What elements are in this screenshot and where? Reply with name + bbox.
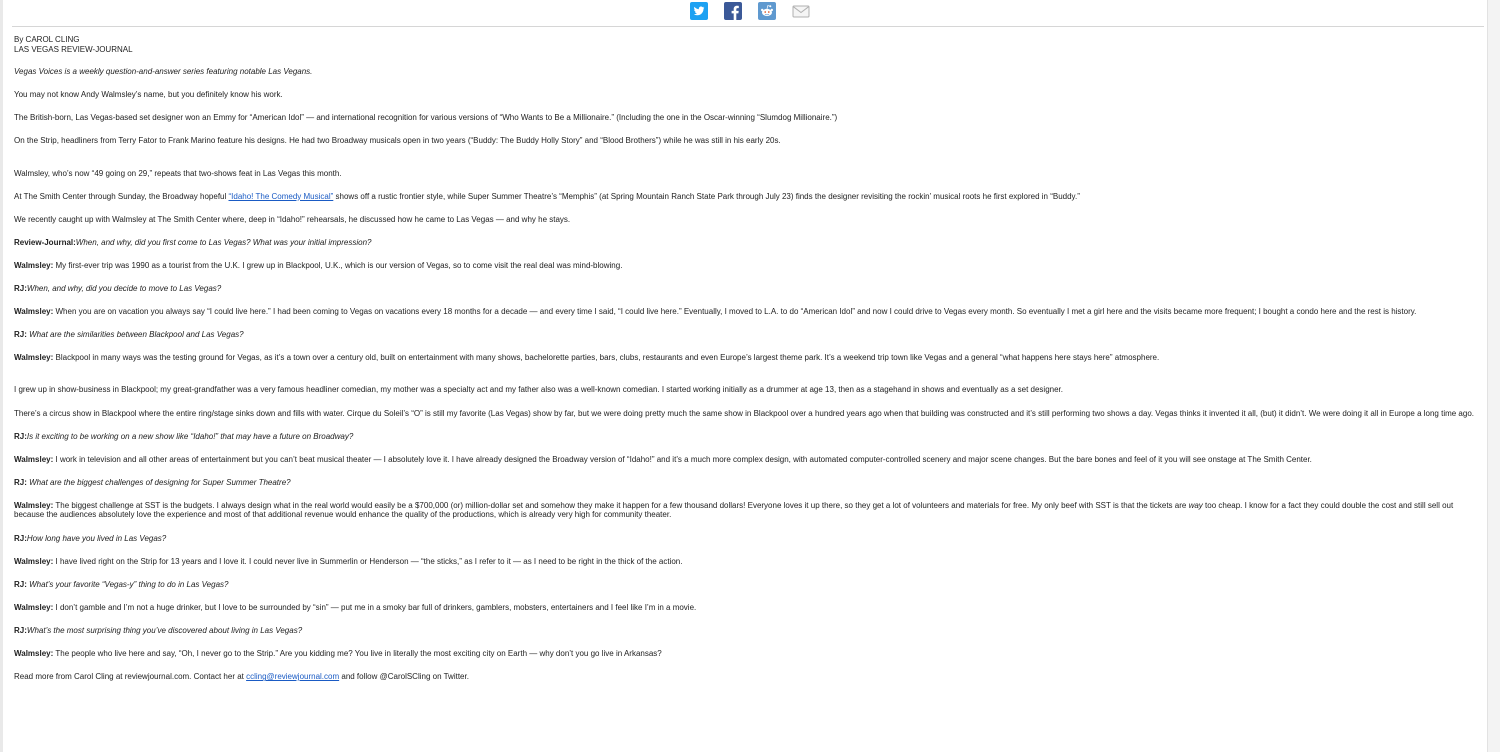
- intro-paragraph: [14, 67, 1480, 77]
- spacer: [14, 160, 1480, 169]
- paragraph: The British-born, Las Vegas-based set designer won an Emmy for “American Idol” — and international recognition for various versions of “Who Wants to Be a Millionaire.” (Including the one in the Oscar-winning “Slumdog Millionaire.”): [14, 113, 838, 123]
- answer: [14, 261, 1480, 271]
- speaker-label: Walmsley:: [14, 454, 54, 464]
- byline-outlet: LAS VEGAS REVIEW-JOURNAL: [14, 44, 133, 54]
- footer-paragraph: [14, 672, 1480, 682]
- question: [14, 626, 1480, 636]
- speaker-label: RJ:: [14, 579, 27, 589]
- answer-text: I work in television and all other areas of entertainment but you can’t beat musical theater — I absolutely love it. I have already designed the Broadway version of “Idaho!” and it’s a much more complex design, with automated computer-controlled scenery and major scene changes. But the bare bones and feel of it you will see onstage at The Smith Center.: [53, 454, 1312, 464]
- byline-author: By CAROL CLING: [14, 35, 80, 44]
- question-text: When, and why, did you first come to Las Vegas? What was your initial impression?: [75, 237, 372, 247]
- speaker-label: Walmsley:: [14, 556, 54, 566]
- twitter-icon: [690, 2, 708, 20]
- twitter-share-button[interactable]: [690, 2, 708, 20]
- answer: [14, 557, 1480, 567]
- answer-text: Blackpool in many ways was the testing ground for Vegas, as it’s a town over a century old, built on entertainment with many shows, bachelorette parties, bars, clubs, restaurants and even Europe’s largest theme park. It’s a weekend trip town like Vegas and a general “what happens here stays here” atmosphere.: [53, 353, 1160, 363]
- paragraph: [14, 192, 1480, 202]
- question: [14, 330, 1480, 340]
- question-text: What’s your favorite “Vegas-y” thing to do in Las Vegas?: [26, 579, 229, 589]
- speaker-label: RJ:: [14, 533, 27, 543]
- speaker-label: RJ:: [14, 625, 27, 635]
- speaker-label: Walmsley:: [14, 649, 54, 659]
- scrollbar[interactable]: [1487, 0, 1500, 752]
- footer-text: and follow @CarolSCling on Twitter.: [339, 672, 469, 682]
- answer-text: The people who live here and say, “Oh, I never go to the Strip.” Are you kidding me? You live in literally the most exciting city on Earth — why don’t you go live in Arkansas?: [53, 649, 662, 659]
- byline: [14, 35, 1480, 54]
- answer: [14, 455, 1480, 465]
- question-text: Is it exciting to be working on a new show like “Idaho!” that may have a future on Broadway?: [26, 431, 354, 441]
- answer: [14, 501, 1480, 520]
- paragraph: We recently caught up with Walmsley at The Smith Center where, deep in “Idaho!” rehearsals, he discussed how he came to Las Vegas — and why he stays.: [14, 214, 571, 224]
- footer-text: Read more from Carol Cling at reviewjournal.com. Contact her at: [14, 672, 247, 682]
- speaker-label: Walmsley:: [14, 353, 54, 363]
- paragraph-text: At The Smith Center through Sunday, the Broadway hopeful: [14, 191, 229, 201]
- speaker-label: Walmsley:: [14, 602, 54, 612]
- answer: [14, 307, 1480, 317]
- answer: [14, 353, 1480, 363]
- author-email-link[interactable]: ccling@reviewjournal.com: [246, 672, 340, 682]
- question: [14, 432, 1480, 442]
- facebook-icon: [724, 2, 742, 20]
- idaho-musical-link[interactable]: “Idaho! The Comedy Musical”: [228, 191, 334, 201]
- intro-text: Vegas Voices is a weekly question-and-answer series featuring notable Las Vegans.: [14, 67, 313, 77]
- question: [14, 284, 1480, 294]
- question: [14, 580, 1480, 590]
- paragraph-text: shows off a rustic frontier style, while Super Summer Theatre’s “Memphis” (at Spring Mountain Ranch State Park through July 23) finds the designer revisiting the rockin’ musical roots he first explored in “Buddy.”: [333, 191, 1080, 201]
- question: [14, 478, 1480, 488]
- answer-text: The biggest challenge at SST is the budgets. I always design what in the real world would easily be a $700,000 (or) million-dollar set and somehow they make it happen for a few thousand dollars! Everyone loves it up there, so they get a lot of volunteers and materials for free. My only beef with SST is that the tickets are: [53, 500, 1189, 510]
- facebook-share-button[interactable]: [724, 2, 742, 20]
- answer-continued: I grew up in show-business in Blackpool; my great-grandfather was a very famous headliner comedian, my mother was a specialty act and my father also was a well-known comedian. I started working initially as a drummer at age 13, then as a stagehand in shows and eventually as a set designer.: [14, 385, 1063, 395]
- paragraph: Walmsley, who’s now “49 going on 29,” repeats that two-shows feat in Las Vegas this month.: [14, 168, 342, 178]
- answer-text: When you are on vacation you always say “I could live here.” I had been coming to Vegas on vacations every 18 months for a decade — and every time I said, “I could live here.” Eventually, I moved to L.A. to do “American Idol” and now I could drive to Vegas every month. So eventually I met a girl here and the visits became more frequent; I bought a condo here and the rest is history.: [53, 307, 1417, 317]
- left-gutter: [0, 0, 3, 752]
- reddit-icon: [758, 2, 776, 20]
- speaker-label: RJ:: [14, 284, 27, 294]
- answer-text: too cheap. I know for a fact they could double the cost and still sell out because the audiences absolutely love the experience and most of that additional revenue would enhance the quality of the productions, which is already very high for community theater.: [14, 500, 1454, 520]
- paragraph: On the Strip, headliners from Terry Fator to Frank Marino feature his designs. He had two Broadway musicals open in two years (“Buddy: The Buddy Holly Story” and “Blood Brothers”) while he was still in his early 20s.: [14, 136, 781, 146]
- speaker-label: RJ:: [14, 431, 27, 441]
- answer: [14, 649, 1480, 659]
- speaker-label: RJ:: [14, 330, 27, 340]
- answer-text: My first-ever trip was 1990 as a tourist from the U.K. I grew up in Blackpool, U.K., which is our version of Vegas, so to come visit the real deal was mind-blowing.: [53, 260, 623, 270]
- question-text: How long have you lived in Las Vegas?: [26, 533, 167, 543]
- speaker-label: Walmsley:: [14, 260, 54, 270]
- answer-text: I have lived right on the Strip for 13 years and I love it. I could never live in Summerlin or Henderson — “the sticks,” as I refer to it — as I need to be right in the thick of the action.: [53, 556, 683, 566]
- email-icon: [792, 2, 810, 20]
- share-bar: [0, 2, 1500, 22]
- answer: [14, 603, 1480, 613]
- reddit-share-button[interactable]: [758, 2, 776, 20]
- header-divider: [12, 26, 1484, 27]
- speaker-label: Review-Journal:: [14, 237, 76, 247]
- question: [14, 238, 1480, 248]
- answer-text: I don’t gamble and I’m not a huge drinker, but I love to be surrounded by “sin” — put me in a smoky bar full of drinkers, gamblers, mobsters, entertainers and I feel like I’m in a movie.: [53, 602, 697, 612]
- question-text: What are the similarities between Blackpool and Las Vegas?: [26, 330, 244, 340]
- question-text: When, and why, did you decide to move to Las Vegas?: [26, 284, 222, 294]
- question-text: What are the biggest challenges of designing for Super Summer Theatre?: [26, 477, 291, 487]
- answer-emphasis: way: [1188, 500, 1203, 510]
- article-body: [14, 35, 1480, 695]
- question-text: What’s the most surprising thing you’ve discovered about living in Las Vegas?: [26, 625, 303, 635]
- speaker-label: Walmsley:: [14, 500, 54, 510]
- spacer: [14, 376, 1480, 385]
- question: [14, 534, 1480, 544]
- email-share-button[interactable]: [792, 2, 810, 20]
- answer-continued: There’s a circus show in Blackpool where the entire ring/stage sinks down and fills with water. Cirque du Soleil’s “O” is still my favorite (Las Vegas) show by far, but we were doing pretty much the same show in Blackpool over a hundred years ago when that building was constructed and it’s still performing two shows a day. Vegas thinks it invented it all, (but) it didn’t. We were doing it all in Europe a long time ago.: [14, 408, 1474, 418]
- speaker-label: Walmsley:: [14, 307, 54, 317]
- paragraph: You may not know Andy Walmsley’s name, but you definitely know his work.: [14, 90, 283, 100]
- speaker-label: RJ:: [14, 477, 27, 487]
